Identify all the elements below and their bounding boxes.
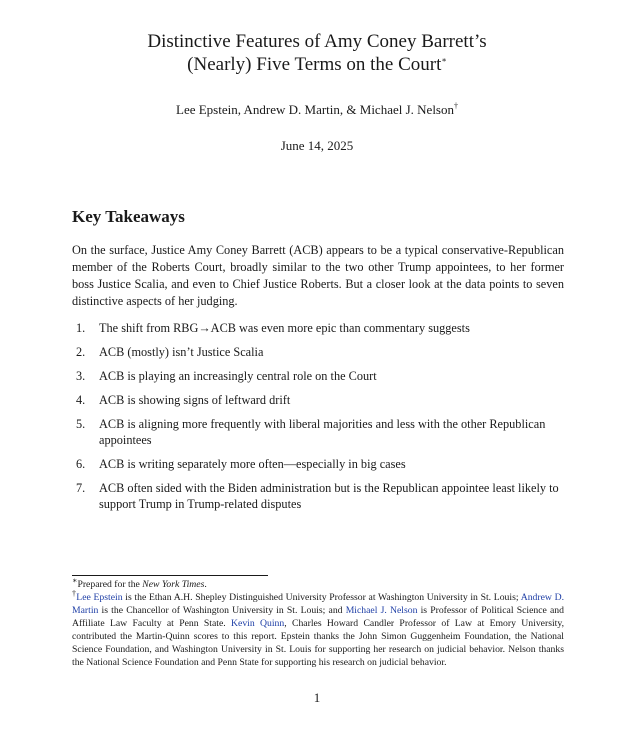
list-item-text: ACB (mostly) isn’t Justice Scalia (99, 345, 264, 359)
author-footnote-marker: † (454, 101, 458, 111)
page-number: 1 (313, 690, 321, 705)
footnote-1-suffix: . (204, 579, 207, 590)
footnote-2-text-2: is the Chancellor of Washington University in St. Louis; and (98, 605, 346, 616)
footnote-2-marker: † (72, 588, 77, 598)
list-item-number: 6. (76, 457, 86, 471)
abstract-paragraph: On the surface, Justice Amy Coney Barrett (ACB) appears to be a typical conservative-Republican member of the Roberts Court, broadly similar to the two other Trump appointees, to her former boss Justice Scalia, and even to Chief Justice Roberts. But a closer look at the data points to seven distinctive aspects of her judging. (72, 243, 564, 308)
list-item-text: ACB often sided with the Biden administration but is the Republican appointee least likely to support Trump in Trump-related disputes (99, 481, 559, 511)
list-item (72, 344, 572, 360)
footnote-1-italic: New York Times (142, 579, 205, 590)
list-item-text: ACB is showing signs of leftward drift (99, 393, 291, 407)
footnote-1 (72, 575, 564, 591)
author-link-quinn[interactable]: Kevin Quinn (231, 618, 285, 629)
author-link-epstein[interactable]: Lee Epstein (76, 592, 123, 603)
list-item (72, 368, 572, 384)
list-item (72, 392, 572, 408)
title-line-1: Distinctive Features of Amy Coney Barrett’s (147, 31, 487, 52)
list-item-number: 4. (76, 393, 86, 407)
list-item-text: ACB is aligning more frequently with liberal majorities and less with the other Republican appointees (99, 417, 546, 447)
title-footnote-marker: ∗ (441, 55, 447, 65)
footnote-1-marker: ∗ (72, 575, 78, 585)
section-heading: Key Takeaways (72, 207, 185, 226)
author-list (0, 102, 634, 118)
footnote-rule (72, 575, 268, 576)
paper-title (0, 30, 634, 76)
footnote-2-text-3: is Professor of Political Science and Affiliate Law Faculty at Penn State. (72, 605, 564, 629)
footnote-2-text-1: is the Ethan A.H. Shepley Distinguished University Professor at Washington University in St. Louis; (122, 592, 521, 603)
list-item (72, 416, 572, 448)
footnote-1-prefix: Prepared for the (77, 579, 143, 590)
list-item-number: 5. (76, 417, 86, 431)
list-item-number: 2. (76, 345, 86, 359)
list-item (72, 456, 572, 472)
list-item-number: 1. (76, 321, 86, 335)
author-names: Lee Epstein, Andrew D. Martin, & Michael J. Nelson (176, 102, 454, 117)
title-line-2 (0, 53, 634, 76)
title-line-2-text: (Nearly) Five Terms on the Court (187, 54, 442, 75)
list-item-text: ACB is playing an increasingly central role on the Court (99, 369, 377, 383)
footnote-2-text-4: , Charles Howard Candler Professor of Law at Emory University, contributed the Martin-Quinn scores to this report. Epstein thanks the John Simon Guggenheim Foundation, the National Science Foundation, and Washington University in St. Louis for supporting her research on judicial behavior. Nelson thanks the National Science Foundation and Penn State for supporting his research on judicial behavior. (72, 618, 564, 668)
list-item (72, 320, 572, 336)
takeaways-list (72, 320, 572, 520)
list-item-text: The shift from RBG→ACB was even more epic than commentary suggests (99, 321, 470, 335)
list-item-number: 3. (76, 369, 86, 383)
author-link-nelson[interactable]: Michael J. Nelson (345, 605, 418, 616)
list-item (72, 480, 572, 512)
author-link-martin[interactable]: Andrew D. Martin (72, 592, 565, 616)
list-item-number: 7. (76, 481, 86, 495)
list-item-text: ACB is writing separately more often—especially in big cases (99, 457, 406, 471)
footnote-2 (72, 588, 565, 669)
publication-date: June 14, 2025 (280, 138, 354, 153)
